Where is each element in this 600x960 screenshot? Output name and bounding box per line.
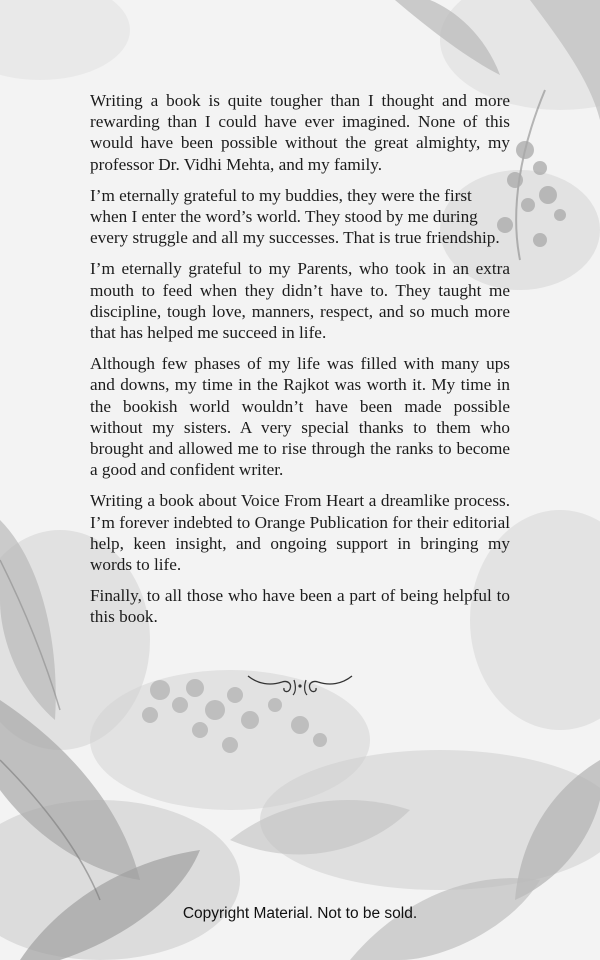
copyright-notice: Copyright Material. Not to be sold. — [182, 905, 418, 922]
paragraph-6: Finally, to all those who have been a part of being helpful to this book. — [90, 586, 510, 627]
paragraph-3: I’m eternally grateful to my Parents, who took in an extra mouth to feed when they didn’t have to. They taught me discipline, tough love, manners, respect, and so much more that has helped me succeed in life. — [90, 259, 510, 343]
flourish-divider-icon — [246, 668, 354, 698]
paragraph-4: Although few phases of my life was filled with many ups and downs, my time in the Rajkot was worth it. My time in the bookish world wouldn’t have been made possible without my sisters. A very special thanks to them who brought and allowed me to rise through the ranks to become a good and confident writer. — [90, 354, 510, 480]
paragraph-1: Writing a book is quite tougher than I thought and more rewarding than I could have ever imagined. None of this would have been possible without the great almighty, my professor Dr. Vidhi Mehta, and my family. — [90, 91, 510, 174]
paragraph-2: I’m eternally grateful to my buddies, they were the first when I enter the word’s world. They stood by me during every struggle and all my successes. That is true friendship. — [90, 185, 500, 248]
acknowledgement-text — [90, 90, 510, 638]
paragraph-5: Writing a book about Voice From Heart a dreamlike process. I’m forever indebted to Orange Publication for their editorial help, keen insight, and ongoing support in bringing my words to life. — [90, 491, 510, 575]
